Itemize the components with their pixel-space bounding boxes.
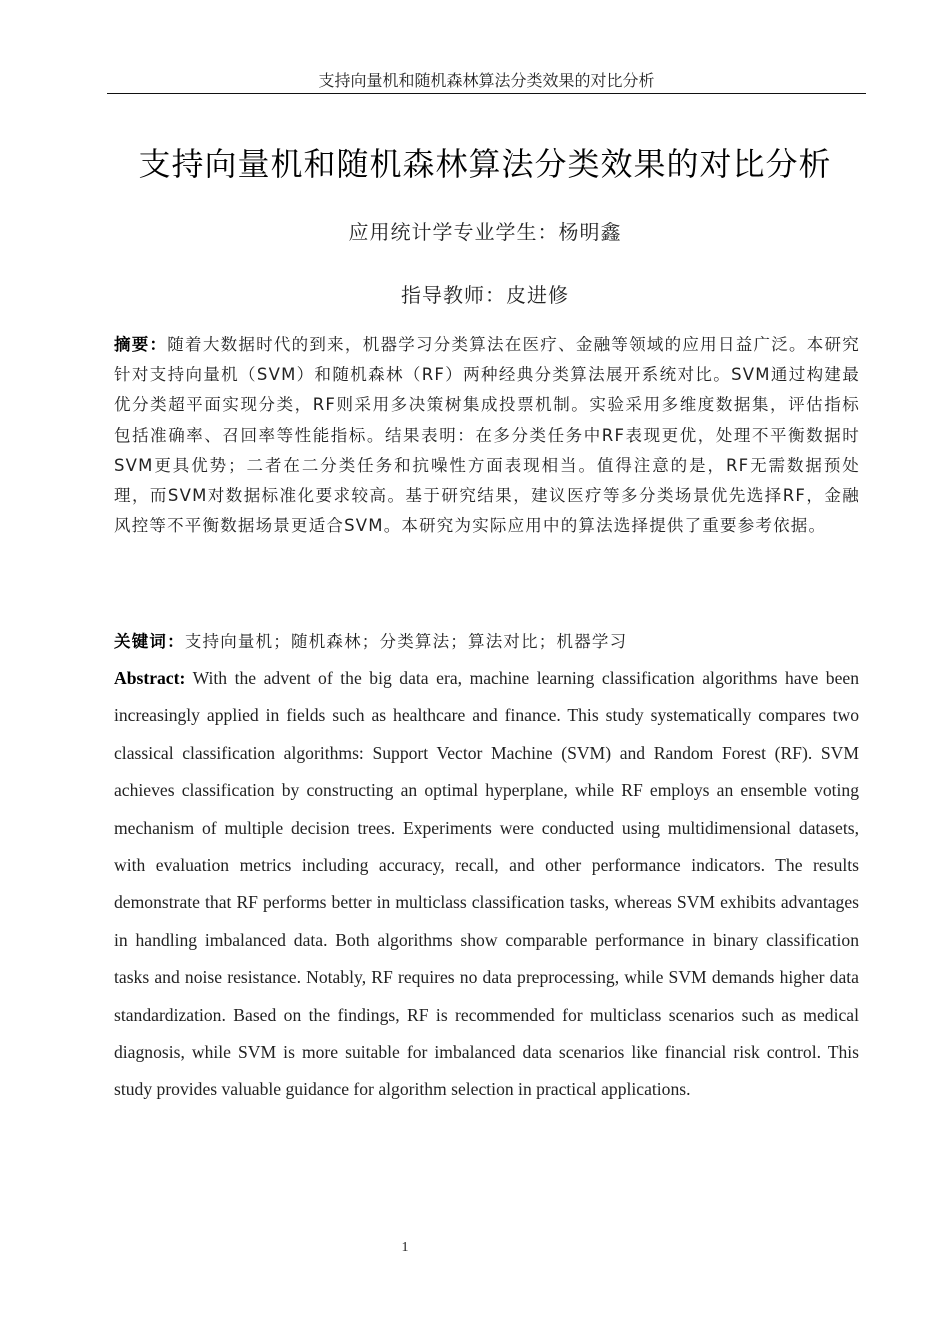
author-advisor: 指导教师：皮进修 xyxy=(401,283,569,307)
abstract-chinese xyxy=(114,330,860,541)
paper-title: 支持向量机和随机森林算法分类效果的对比分析 xyxy=(138,145,832,183)
abstract-english xyxy=(114,660,859,1109)
header-rule xyxy=(107,93,866,94)
running-header: 支持向量机和随机森林算法分类效果的对比分析 xyxy=(318,71,655,90)
abstract-chinese-text: 随着大数据时代的到来，机器学习分类算法在医疗、金融等领域的应用日益广泛。本研究针对支持向量机（SVM）和随机森林（RF）两种经典分类算法展开系统对比。SVM通过构建最优分类超平面实现分类，RF则采用多决策树集成投票机制。实验采用多维度数据集，评估指标包括准确率、召回率等性能指标。结果表明：在多分类任务中RF表现更优，处理不平衡数据时SVM更具优势；二者在二分类任务和抗噪性方面表现相当。值得注意的是，RF无需数据预处理，而SVM对数据标准化要求较高。基于研究结果，建议医疗等多分类场景优先选择RF，金融风控等不平衡数据场景更适合SVM。本研究为实际应用中的算法选择提供了重要参考依据。 xyxy=(114,335,860,536)
page-number: 1 xyxy=(401,1240,409,1255)
keywords-label: 关键词： xyxy=(114,632,185,651)
author-student: 应用统计学专业学生：杨明鑫 xyxy=(348,220,622,244)
abstract-english-text: With the advent of the big data era, machine learning classification algorithms have been increasingly applied in fields such as healthcare and finance. This study systematically compares two classical classification algorithms: Support Vector Machine (SVM) and Random Forest (RF). SVM achieves classification by constructing an optimal hyperplane, while RF employs an ensemble voting mechanism of multiple decision trees. Experiments were conducted using multidimensional datasets, with evaluation metrics including accuracy, recall, and other performance indicators. The results demonstrate that RF performs better in multiclass classification tasks, whereas SVM exhibits advantages in handling imbalanced data. Both algorithms show comparable performance in binary classification tasks and noise resistance. Notably, RF requires no data preprocessing, while SVM demands higher data standardization. Based on the findings, RF is recommended for multiclass scenarios such as medical diagnosis, while SVM is more suitable for imbalanced data scenarios like financial risk control. This study provides valuable guidance for algorithm selection in practical applications. xyxy=(114,668,859,1100)
abstract-chinese-label: 摘要： xyxy=(114,335,168,354)
keywords xyxy=(114,628,860,656)
abstract-english-label: Abstract: xyxy=(114,668,186,688)
keywords-text: 支持向量机；随机森林；分类算法；算法对比；机器学习 xyxy=(184,632,628,651)
